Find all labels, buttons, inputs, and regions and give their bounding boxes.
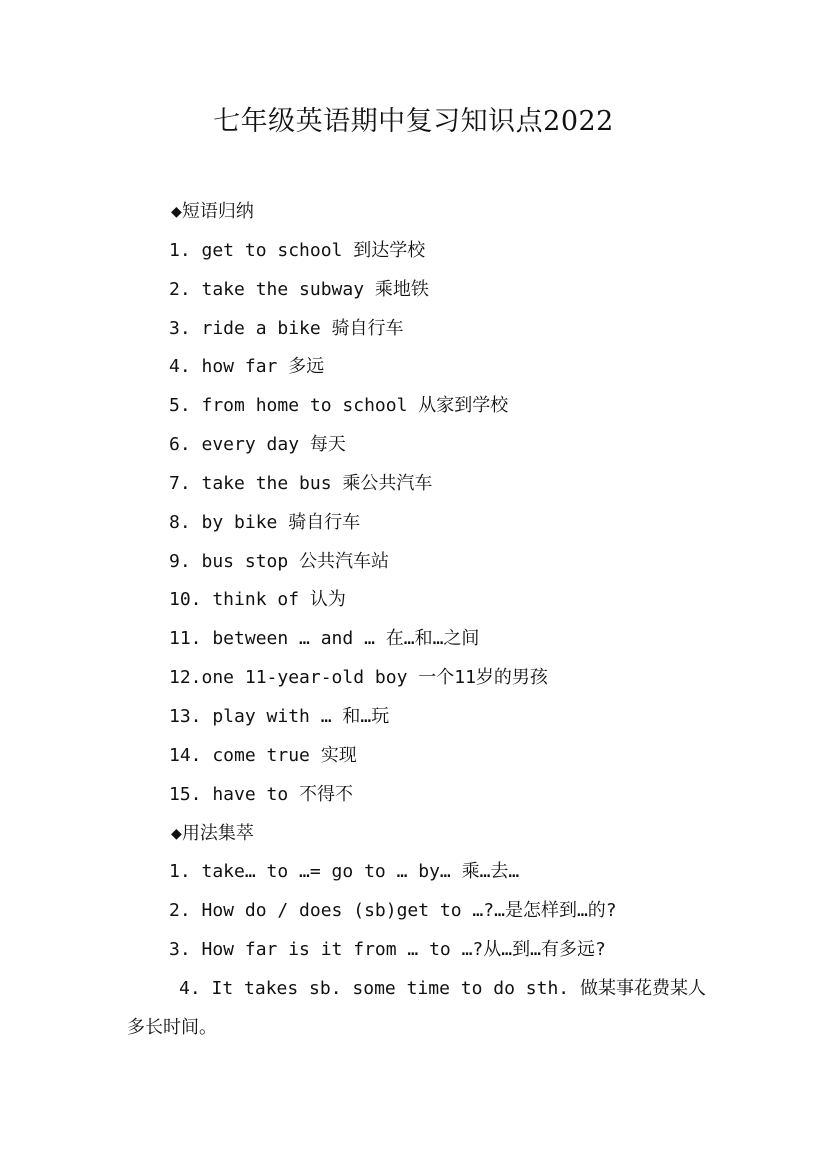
list-item: 11. between … and … 在…和…之间	[169, 628, 480, 650]
list-item: 13. play with … 和…玩	[169, 705, 390, 727]
section-heading-usage: ◆用法集萃	[171, 822, 254, 844]
list-item: 4. how far 多远	[169, 356, 325, 378]
usage-paragraph: 4. It takes sb. some time to do sth. 做某事花费某人多长时间。	[127, 977, 706, 1038]
list-item: 10. think of 认为	[169, 589, 346, 611]
list-item: 5. from home to school 从家到学校	[169, 395, 509, 417]
list-item: 1. get to school 到达学校	[169, 239, 426, 261]
list-item: 7. take the bus 乘公共汽车	[169, 472, 433, 494]
list-item: 3. ride a bike 骑自行车	[169, 317, 404, 339]
list-item: 8. by bike 骑自行车	[169, 511, 361, 533]
list-item: 12.one 11-year-old boy 一个11岁的男孩	[169, 667, 548, 689]
document-title: 七年级英语期中复习知识点2022	[213, 106, 614, 137]
list-item: 9. bus stop 公共汽车站	[169, 550, 390, 572]
list-item: 15. have to 不得不	[169, 783, 354, 805]
list-item: 14. come true 实现	[169, 744, 357, 766]
list-item: 3. How far is it from … to …?从…到…有多远?	[169, 939, 606, 961]
section-heading-phrases: ◆短语归纳	[171, 201, 254, 222]
list-item: 6. every day 每天	[169, 434, 346, 456]
list-item: 2. How do / does (sb)get to …?…是怎样到…的?	[169, 900, 617, 922]
list-item: 2. take the subway 乘地铁	[169, 278, 429, 300]
document-body	[127, 193, 717, 1048]
list-item: 1. take… to …= go to … by… 乘…去…	[169, 861, 520, 883]
